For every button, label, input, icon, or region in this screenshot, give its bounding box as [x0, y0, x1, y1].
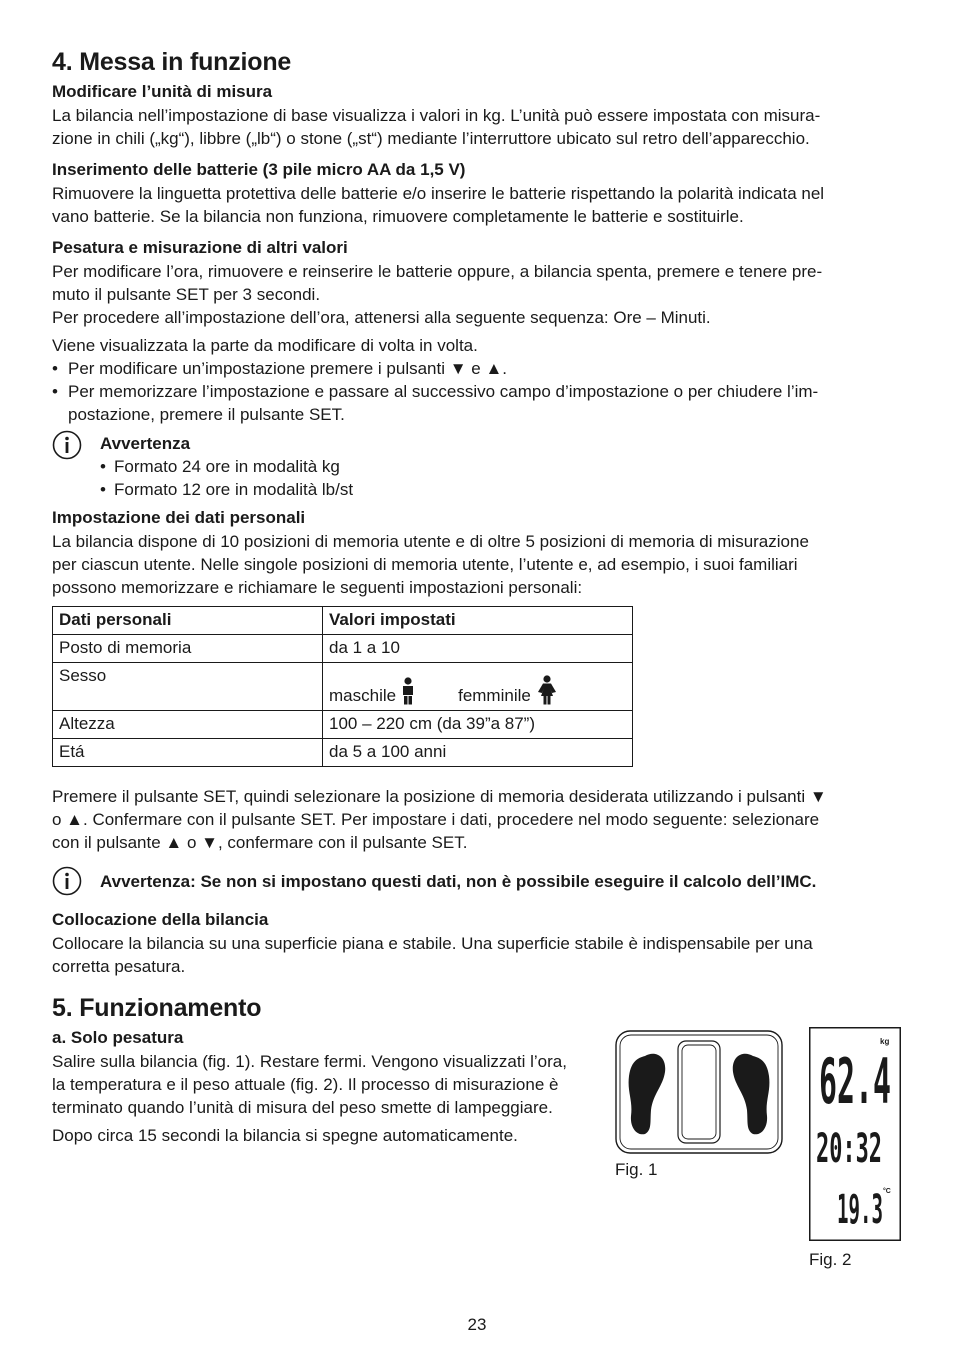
- weighing-only-text-3: terminato quando l’unità di misura del peso smette di lampeggiare.: [52, 1098, 553, 1117]
- male-label: maschile: [329, 686, 397, 705]
- weighing-only-heading: a. Solo pesatura: [52, 1028, 184, 1047]
- temperature-value: 19.3: [837, 1187, 883, 1233]
- note-time-format: [52, 432, 902, 501]
- weighing-text-1: Per modificare l’ora, rimuovere e reinserire le batterie oppure, a bilancia spenta, premere e tenere pre-: [52, 262, 823, 281]
- batteries-text-2: vano batterie. Se la bilancia non funziona, rimuovere completamente le batterie e sostituirle.: [52, 207, 744, 226]
- table-row: [53, 663, 633, 711]
- table-row: [53, 739, 633, 767]
- time-value: 20:32: [816, 1126, 882, 1172]
- table-cell: da 1 a 10: [323, 635, 633, 663]
- temperature-unit: °C: [883, 1188, 891, 1195]
- table-cell: Posto di memoria: [53, 635, 323, 663]
- after-table-text-1: Premere il pulsante SET, quindi selezionare la posizione di memoria desiderata utilizzando i pulsanti ▼: [52, 787, 827, 806]
- page-number: 23: [467, 1315, 487, 1334]
- personal-text-3: possono memorizzare e richiamare le seguenti impostazioni personali:: [52, 578, 583, 597]
- info-icon: [52, 866, 82, 896]
- table-header-cell: Dati personali: [53, 607, 323, 635]
- weighing-text-3: Per procedere all’impostazione dell’ora, attenersi alla seguente sequenza: Ore – Minuti.: [52, 308, 711, 327]
- placement-text-1: Collocare la bilancia su una superficie piana e stabile. Una superficie stabile è indispensabile per una: [52, 934, 813, 953]
- batteries-heading: Inserimento delle batterie (3 pile micro AA da 1,5 V): [52, 160, 466, 179]
- after-table-text-2: o ▲. Confermare con il pulsante SET. Per impostare i dati, procedere nel modo seguente: selezionare: [52, 810, 820, 829]
- weight-value: 62.4: [819, 1045, 891, 1118]
- list-item: • Formato 24 ore in modalità kg: [100, 455, 353, 478]
- fig1-caption: Fig. 1: [615, 1160, 658, 1179]
- weighing-text-4: Viene visualizzata la parte da modificare di volta in volta.: [52, 336, 478, 355]
- after-table-text-3: con il pulsante ▲ o ▼, confermare con il pulsante SET.: [52, 833, 468, 852]
- table-cell: da 5 a 100 anni: [323, 739, 633, 767]
- table-header-row: [53, 607, 633, 635]
- personal-data-table: [52, 606, 633, 767]
- section-4-title: 4. Messa in funzione: [52, 48, 292, 76]
- weighing-only-text-1: Salire sulla bilancia (fig. 1). Restare fermi. Vengono visualizzati l’ora,: [52, 1052, 567, 1071]
- units-heading: Modificare l’unità di misura: [52, 82, 273, 101]
- personal-heading: Impostazione dei dati personali: [52, 508, 306, 527]
- note-title: Avvertenza: [100, 434, 191, 453]
- info-icon: [52, 430, 82, 460]
- units-text-1: La bilancia nell’impostazione di base visualizza i valori in kg. L’unità può essere impostata con misura-: [52, 106, 821, 125]
- list-item: • Formato 12 ore in modalità lb/st: [100, 478, 353, 501]
- table-cell: Altezza: [53, 711, 323, 739]
- batteries-text-1: Rimuovere la linguetta protettiva delle batterie e/o inserire le batterie rispettando la polarità indicata nel: [52, 184, 825, 203]
- weighing-text-2: muto il pulsante SET per 3 secondi.: [52, 285, 321, 304]
- personal-text-1: La bilancia dispone di 10 posizioni di memoria utente e di oltre 5 posizioni di memoria di misurazione: [52, 532, 809, 551]
- fig2-caption: Fig. 2: [809, 1250, 852, 1269]
- weighing-bullets: [52, 357, 902, 426]
- placement-text-2: corretta pesatura.: [52, 957, 186, 976]
- list-item: • Per modificare un’impostazione premere i pulsanti ▼ e ▲.: [52, 357, 902, 380]
- personal-text-2: per ciascun utente. Nelle singole posizioni di memoria utente, l’utente e, ad esempio, i suoi familiari: [52, 555, 798, 574]
- table-cell-gender: [323, 663, 633, 711]
- scale-display: [809, 1027, 901, 1241]
- table-cell: Sesso: [53, 663, 323, 711]
- placement-heading: Collocazione della bilancia: [52, 910, 269, 929]
- bullet-line-2: postazione, premere il pulsante SET.: [68, 405, 345, 424]
- list-item: [52, 380, 902, 426]
- weighing-only-text-2: la temperatura e il peso attuale (fig. 2). Il processo di misurazione è: [52, 1075, 559, 1094]
- female-icon: [537, 675, 557, 705]
- scale-illustration: [615, 1030, 785, 1156]
- section-5-title: 5. Funzionamento: [52, 994, 262, 1022]
- table-cell: Etá: [53, 739, 323, 767]
- note-bmi-text: Avvertenza: Se non si impostano questi dati, non è possibile eseguire il calcolo dell’IMC.: [100, 872, 817, 891]
- weight-unit: kg: [880, 1037, 890, 1046]
- units-text-2: zione in chili („kg“), libbre („lb“) o stone („st“) mediante l’interruttore ubicato sul retro dell’apparecchio.: [52, 129, 810, 148]
- female-label: femminile: [458, 686, 531, 705]
- male-icon: [402, 677, 414, 705]
- table-row: [53, 711, 633, 739]
- table-row: [53, 635, 633, 663]
- weighing-only-text-4: Dopo circa 15 secondi la bilancia si spegne automaticamente.: [52, 1126, 518, 1145]
- bullet-line-1: Per memorizzare l’impostazione e passare al successivo campo d’impostazione o per chiudere l’im-: [68, 382, 819, 401]
- table-header-cell: Valori impostati: [323, 607, 633, 635]
- weighing-heading: Pesatura e misurazione di altri valori: [52, 238, 348, 257]
- note-bmi: [52, 868, 902, 896]
- manual-page: [52, 46, 902, 1286]
- table-cell: 100 – 220 cm (da 39”a 87”): [323, 711, 633, 739]
